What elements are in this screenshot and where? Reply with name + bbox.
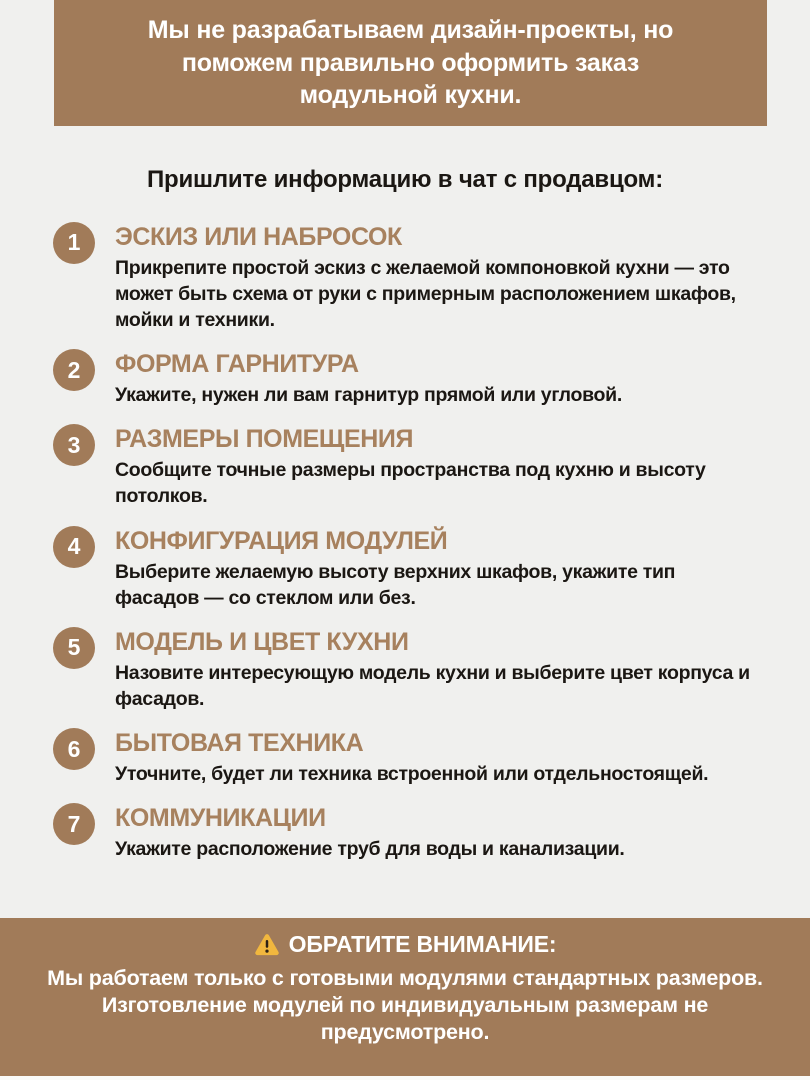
- step-number-badge: 3: [53, 424, 95, 466]
- step-item-2: [53, 349, 770, 408]
- step-title: БЫТОВАЯ ТЕХНИКА: [115, 729, 364, 758]
- step-item-6: [53, 728, 770, 787]
- notice-banner: [0, 918, 810, 1076]
- notice-body: Мы работаем только с готовыми модулями стандартных размеров. Изготовление модулей по индивидуальным размерам не предусмотрено.: [47, 966, 763, 1044]
- step-number-badge: 5: [53, 627, 95, 669]
- step-text-block: [115, 349, 622, 408]
- step-text-block: [115, 803, 625, 862]
- step-text-block: [115, 424, 763, 509]
- step-description: Выберите желаемую высоту верхних шкафов, укажите тип фасадов — со стеклом или без.: [115, 560, 676, 609]
- step-number-badge: 4: [53, 526, 95, 568]
- header-banner: [54, 0, 767, 126]
- notice-heading: ОБРАТИТЕ ВНИМАНИЕ:: [288, 931, 557, 957]
- step-text-block: [115, 222, 763, 333]
- step-description: Прикрепите простой эскиз с желаемой компоновкой кухни — это может быть схема от руки с примерным расположением шкафов, мойки и техники.: [115, 256, 736, 332]
- bottom-strip: [0, 1076, 810, 1080]
- step-title: ЭСКИЗ ИЛИ НАБРОСОК: [115, 222, 402, 251]
- step-item-3: [53, 424, 770, 509]
- notice-heading-row: [0, 931, 810, 958]
- step-number-badge: 2: [53, 349, 95, 391]
- steps-list: [53, 222, 770, 863]
- step-title: КОНФИГУРАЦИЯ МОДУЛЕЙ: [115, 526, 448, 555]
- step-title: ФОРМА ГАРНИТУРА: [115, 350, 359, 379]
- header-banner-text: Мы не разрабатываем дизайн-проекты, но поможем правильно оформить заказ модульной кухни.: [147, 16, 674, 110]
- step-number-badge: 6: [53, 728, 95, 770]
- step-description: Укажите, нужен ли вам гарнитур прямой или угловой.: [115, 384, 622, 407]
- step-description: Сообщите точные размеры пространства под кухню и высоту потолков.: [115, 459, 706, 508]
- step-title: КОММУНИКАЦИИ: [115, 804, 326, 833]
- warning-triangle-icon: [254, 933, 280, 957]
- step-item-1: [53, 222, 770, 333]
- step-item-5: [53, 627, 770, 712]
- step-number-badge: 1: [53, 222, 95, 264]
- step-item-7: [53, 803, 770, 862]
- step-description: Назовите интересующую модель кухни и выберите цвет корпуса и фасадов.: [115, 661, 750, 710]
- step-text-block: [115, 526, 763, 611]
- step-description: Укажите расположение труб для воды и канализации.: [115, 838, 625, 861]
- step-text-block: [115, 728, 708, 787]
- step-item-4: [53, 526, 770, 611]
- step-number-badge: 7: [53, 803, 95, 845]
- step-title: МОДЕЛЬ И ЦВЕТ КУХНИ: [115, 627, 409, 656]
- intro-heading: Пришлите информацию в чат с продавцом:: [146, 166, 664, 193]
- step-title: РАЗМЕРЫ ПОМЕЩЕНИЯ: [115, 425, 414, 454]
- step-description: Уточните, будет ли техника встроенной или отдельностоящей.: [115, 763, 709, 786]
- step-text-block: [115, 627, 763, 712]
